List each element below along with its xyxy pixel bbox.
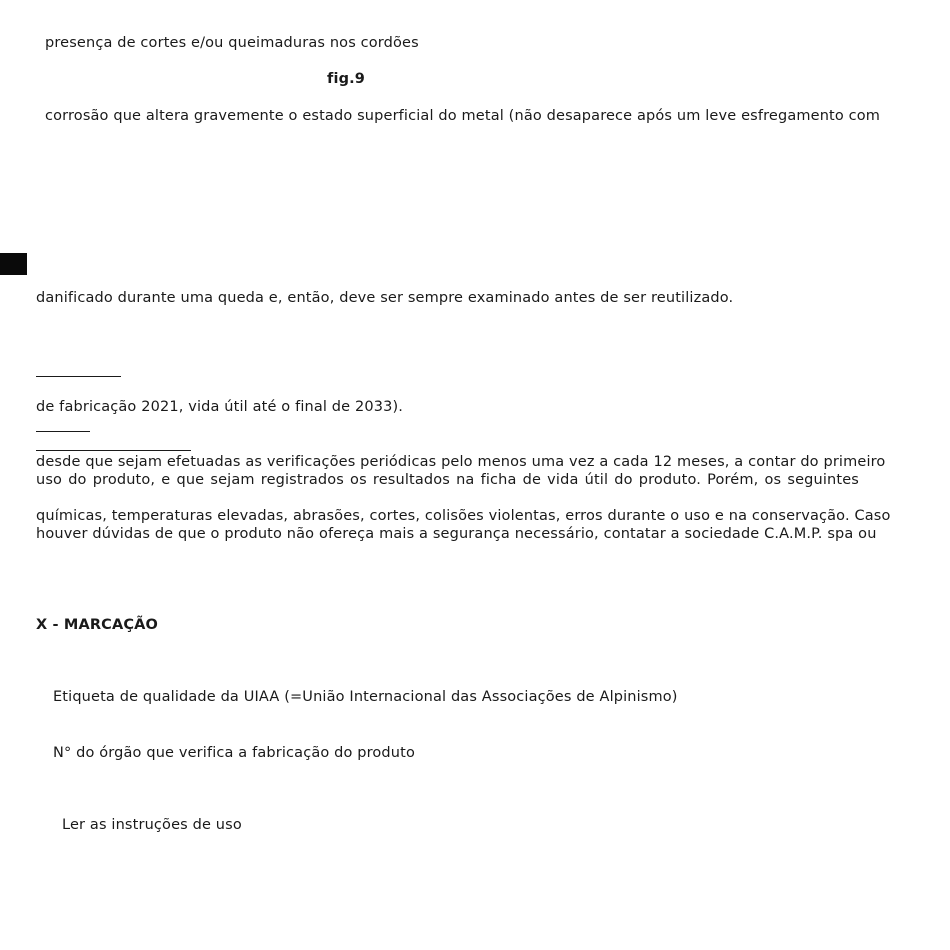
marking-item-read-instructions: Ler as instruções de uso bbox=[62, 817, 242, 833]
text-quimicas-line-1: químicas, temperaturas elevadas, abrasões, cortes, colisões violentas, erros durante o uso e na conservação. Caso bbox=[36, 508, 891, 524]
text-verificacoes-line-2: uso do produto, e que sejam registrados os resultados na ficha de vida útil do produto. Porém, os seguintes bbox=[36, 472, 859, 488]
divider-rule bbox=[36, 376, 121, 377]
marking-item-uiaa-label: Etiqueta de qualidade da UIAA (=União Internacional das Associações de Alpinismo) bbox=[53, 689, 678, 705]
text-cortes-queimaduras: presença de cortes e/ou queimaduras nos cordões bbox=[45, 35, 419, 51]
text-fabricacao: de fabricação 2021, vida útil até o final de 2033). bbox=[36, 399, 404, 415]
figure-label: fig.9 bbox=[327, 71, 366, 87]
divider-rule bbox=[36, 431, 90, 432]
text-quimicas-line-2: houver dúvidas de que o produto não ofereça mais a segurança necessário, contatar a sociedade C.A.M.P. spa ou bbox=[36, 526, 877, 542]
text-corrosao: corrosão que altera gravemente o estado superficial do metal (não desaparece após um leve esfregamento com bbox=[45, 108, 881, 124]
section-heading: X - MARCAÇÃO bbox=[36, 617, 158, 633]
text-danificado: danificado durante uma queda e, então, deve ser sempre examinado antes de ser reutilizado. bbox=[36, 290, 734, 306]
black-marker-block bbox=[0, 253, 27, 275]
text-verificacoes-line-1: desde que sejam efetuadas as verificações periódicas pelo menos uma vez a cada 12 meses, a contar do primeiro bbox=[36, 454, 886, 470]
marking-item-verifying-body: N° do órgão que verifica a fabricação do produto bbox=[53, 745, 415, 761]
divider-rule bbox=[36, 450, 191, 451]
